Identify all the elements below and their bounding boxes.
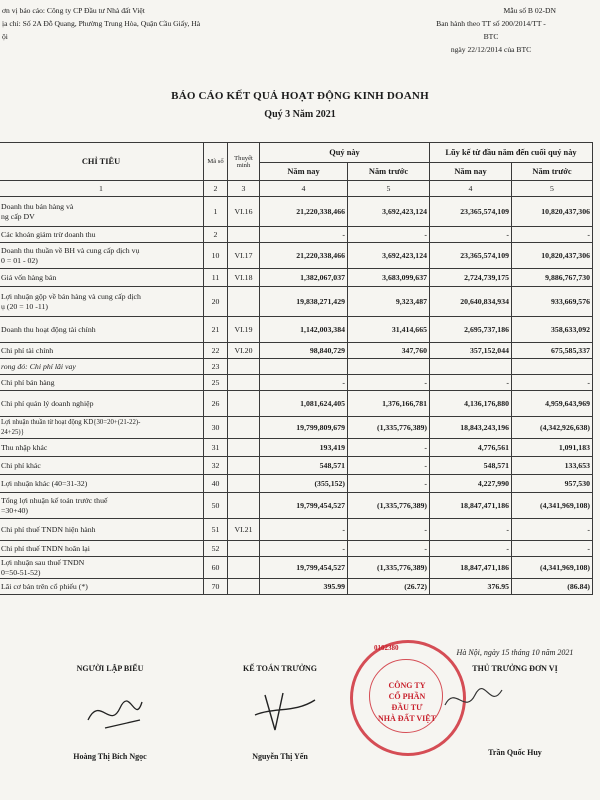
stamp-text: CÔNG TY CỔ PHẦN ĐẦU TƯ NHÀ ĐẤT VIỆT <box>378 681 436 723</box>
accountant-name: Nguyễn Thị Yến <box>252 752 308 761</box>
header-quynay: Quý này <box>260 143 430 163</box>
row-note <box>228 557 260 579</box>
row-note <box>228 457 260 475</box>
row-ytd-current: 4,776,561 <box>430 439 512 457</box>
row-note <box>228 417 260 439</box>
row-quarter-current: 19,799,454,527 <box>260 557 348 579</box>
row-label: Lợi nhuận khác (40=31-32) <box>0 475 204 493</box>
row-ytd-previous: 10,820,437,306 <box>512 197 593 227</box>
form-regulation: Ban hành theo TT số 200/2014/TT - <box>436 19 546 28</box>
preparer-signature <box>80 690 160 740</box>
row-ytd-current: 357,152,044 <box>430 343 512 359</box>
row-quarter-current: 19,799,454,527 <box>260 493 348 519</box>
row-quarter-previous: (1,335,776,389) <box>348 557 430 579</box>
row-label: Chi phí thuế TNDN hiện hành <box>0 519 204 541</box>
company-name: ơn vị báo cáo: Công ty CP Đầu tư Nhà đất Việt <box>2 6 145 15</box>
row-quarter-previous: - <box>348 541 430 557</box>
row-code: 31 <box>204 439 228 457</box>
table-row <box>0 541 593 557</box>
row-code: 70 <box>204 579 228 595</box>
row-note <box>228 493 260 519</box>
row-label: Lợi nhuận gộp về bán hàng và cung cấp dịch ụ (20 = 10 -11) <box>0 287 204 317</box>
row-note <box>228 541 260 557</box>
row-code: 50 <box>204 493 228 519</box>
table-row <box>0 343 593 359</box>
row-quarter-previous: - <box>348 439 430 457</box>
row-quarter-current: 1,142,003,384 <box>260 317 348 343</box>
sign-date: Hà Nội, ngày 15 tháng 10 năm 2021 <box>456 648 574 657</box>
row-quarter-previous: 3,692,423,124 <box>348 197 430 227</box>
header-q-namnay: Năm nay <box>260 163 348 181</box>
row-note: VI.16 <box>228 197 260 227</box>
index-cell: 4 <box>430 181 512 197</box>
row-note <box>228 391 260 417</box>
row-quarter-previous: 347,760 <box>348 343 430 359</box>
row-code: 32 <box>204 457 228 475</box>
table-row <box>0 287 593 317</box>
row-ytd-current: 20,640,834,934 <box>430 287 512 317</box>
director-title: THỦ TRƯỞNG ĐƠN VỊ <box>472 664 558 673</box>
row-quarter-previous: 3,683,099,637 <box>348 269 430 287</box>
header-maso: Mã số <box>204 143 228 181</box>
row-quarter-current: 1,081,624,405 <box>260 391 348 417</box>
row-code: 30 <box>204 417 228 439</box>
row-quarter-previous: - <box>348 227 430 243</box>
row-label: Tổng lợi nhuận kế toán trước thuế =30+40) <box>0 493 204 519</box>
row-ytd-previous: 957,530 <box>512 475 593 493</box>
accountant-title: KẾ TOÁN TRƯỞNG <box>243 664 317 673</box>
row-ytd-previous: 933,669,576 <box>512 287 593 317</box>
index-cell: 5 <box>348 181 430 197</box>
row-ytd-current: 18,847,471,186 <box>430 493 512 519</box>
row-code: 52 <box>204 541 228 557</box>
row-note: VI.19 <box>228 317 260 343</box>
income-statement-table <box>0 142 593 595</box>
row-ytd-previous: 1,091,183 <box>512 439 593 457</box>
header-y-namnay: Năm nay <box>430 163 512 181</box>
row-label: Chi phí bán hàng <box>0 375 204 391</box>
table-row <box>0 197 593 227</box>
row-ytd-current: 18,843,243,196 <box>430 417 512 439</box>
row-note: VI.20 <box>228 343 260 359</box>
row-quarter-previous: 31,414,665 <box>348 317 430 343</box>
row-code: 1 <box>204 197 228 227</box>
row-label: Chi phí tài chính <box>0 343 204 359</box>
row-ytd-previous: 9,886,767,730 <box>512 269 593 287</box>
header-thuyetminh: Thuyết minh <box>228 143 260 181</box>
table-row <box>0 391 593 417</box>
row-note <box>228 439 260 457</box>
row-code: 60 <box>204 557 228 579</box>
form-number: Mẫu số B 02-DN <box>503 6 556 15</box>
company-info <box>2 4 302 43</box>
row-code: 2 <box>204 227 228 243</box>
row-label: Doanh thu thuần về BH và cung cấp dịch vụ 0 = 01 - 02) <box>0 243 204 269</box>
row-code: 40 <box>204 475 228 493</box>
row-quarter-current: - <box>260 519 348 541</box>
table-row <box>0 243 593 269</box>
row-ytd-previous: (4,342,926,638) <box>512 417 593 439</box>
index-cell: 2 <box>204 181 228 197</box>
row-ytd-previous: - <box>512 541 593 557</box>
index-cell: 1 <box>0 181 204 197</box>
row-ytd-current: 23,365,574,109 <box>430 197 512 227</box>
row-ytd-current: - <box>430 519 512 541</box>
row-label: Giá vốn hàng bán <box>0 269 204 287</box>
row-ytd-previous: (4,341,969,108) <box>512 557 593 579</box>
row-code: 23 <box>204 359 228 375</box>
row-label: Doanh thu hoạt động tài chính <box>0 317 204 343</box>
row-ytd-previous: (86.84) <box>512 579 593 595</box>
row-label: Lãi cơ bản trên cổ phiếu (*) <box>0 579 204 595</box>
row-ytd-current: 548,571 <box>430 457 512 475</box>
row-label: Chi phí khác <box>0 457 204 475</box>
row-note <box>228 375 260 391</box>
table-row <box>0 439 593 457</box>
table-row <box>0 317 593 343</box>
row-quarter-current: - <box>260 375 348 391</box>
report-period: Quý 3 Năm 2021 <box>264 109 336 120</box>
row-quarter-current: 548,571 <box>260 457 348 475</box>
row-ytd-previous <box>512 359 593 375</box>
form-info <box>396 4 586 56</box>
row-ytd-previous: - <box>512 519 593 541</box>
row-quarter-current: 21,220,338,466 <box>260 197 348 227</box>
row-quarter-previous: (1,335,776,389) <box>348 417 430 439</box>
table-row <box>0 557 593 579</box>
table-row <box>0 375 593 391</box>
table-row <box>0 493 593 519</box>
table-row <box>0 359 593 375</box>
row-label: Lợi nhuận sau thuế TNDN 0=50-51-52) <box>0 557 204 579</box>
form-regulation-cont: BTC <box>483 32 499 41</box>
row-ytd-previous: (4,341,969,108) <box>512 493 593 519</box>
row-quarter-current: 19,799,809,679 <box>260 417 348 439</box>
row-quarter-current: 395.99 <box>260 579 348 595</box>
table-row <box>0 417 593 439</box>
row-label: Lợi nhuận thuần từ hoạt động KD{30=20+(21-22)- 24+25)} <box>0 417 204 439</box>
preparer-title: NGƯỜI LẬP BIỂU <box>76 664 144 673</box>
row-quarter-current: - <box>260 227 348 243</box>
row-quarter-previous: - <box>348 375 430 391</box>
row-note: VI.18 <box>228 269 260 287</box>
row-quarter-current: - <box>260 541 348 557</box>
row-label: Thu nhập khác <box>0 439 204 457</box>
row-note <box>228 579 260 595</box>
row-note <box>228 287 260 317</box>
row-ytd-current: 4,227,990 <box>430 475 512 493</box>
row-note: VI.17 <box>228 243 260 269</box>
row-label: Chi phí thuế TNDN hoãn lại <box>0 541 204 557</box>
row-ytd-current: - <box>430 375 512 391</box>
row-quarter-previous: (26.72) <box>348 579 430 595</box>
row-ytd-current: - <box>430 541 512 557</box>
row-quarter-current <box>260 359 348 375</box>
report-title: BÁO CÁO KẾT QUẢ HOẠT ĐỘNG KINH DOANH <box>171 90 429 102</box>
row-ytd-previous: 4,959,643,969 <box>512 391 593 417</box>
row-label: Chi phí quản lý doanh nghiệp <box>0 391 204 417</box>
table-row <box>0 269 593 287</box>
row-ytd-previous: 10,820,437,306 <box>512 243 593 269</box>
row-code: 21 <box>204 317 228 343</box>
table-row <box>0 519 593 541</box>
row-code: 51 <box>204 519 228 541</box>
preparer-name: Hoàng Thị Bích Ngọc <box>73 752 147 761</box>
row-note <box>228 475 260 493</box>
director-name: Trần Quốc Huy <box>488 748 542 757</box>
index-cell: 4 <box>260 181 348 197</box>
header-luyke: Lũy kế từ đầu năm đến cuối quý này <box>430 143 593 163</box>
row-ytd-current: 2,695,737,186 <box>430 317 512 343</box>
row-ytd-current: 18,847,471,186 <box>430 557 512 579</box>
index-cell: 3 <box>228 181 260 197</box>
row-quarter-previous: 9,323,487 <box>348 287 430 317</box>
form-date: ngày 22/12/2014 của BTC <box>450 45 532 54</box>
row-code: 26 <box>204 391 228 417</box>
header-y-namtruoc: Năm trước <box>512 163 593 181</box>
row-quarter-current: 21,220,338,466 <box>260 243 348 269</box>
row-code: 20 <box>204 287 228 317</box>
table-row <box>0 227 593 243</box>
row-code: 10 <box>204 243 228 269</box>
row-quarter-current: (355,152) <box>260 475 348 493</box>
row-note <box>228 227 260 243</box>
row-ytd-previous: 133,653 <box>512 457 593 475</box>
director-signature <box>440 680 510 720</box>
accountant-signature <box>245 685 325 740</box>
row-ytd-current <box>430 359 512 375</box>
row-ytd-previous: - <box>512 227 593 243</box>
row-ytd-previous: 358,633,092 <box>512 317 593 343</box>
row-quarter-current: 19,838,271,429 <box>260 287 348 317</box>
row-code: 11 <box>204 269 228 287</box>
row-ytd-previous: - <box>512 375 593 391</box>
row-quarter-current: 193,419 <box>260 439 348 457</box>
row-quarter-previous: - <box>348 457 430 475</box>
row-ytd-previous: 675,585,337 <box>512 343 593 359</box>
stamp-code: 0102380 <box>374 644 399 652</box>
row-code: 25 <box>204 375 228 391</box>
company-address-cont: ội <box>2 32 8 41</box>
row-quarter-previous: 3,692,423,124 <box>348 243 430 269</box>
row-note <box>228 359 260 375</box>
table-row <box>0 457 593 475</box>
row-quarter-current: 1,382,067,037 <box>260 269 348 287</box>
row-quarter-previous: - <box>348 475 430 493</box>
row-quarter-previous: - <box>348 519 430 541</box>
row-ytd-current: 2,724,739,175 <box>430 269 512 287</box>
row-quarter-current: 98,840,729 <box>260 343 348 359</box>
row-label: rong đó: Chi phí lãi vay <box>0 359 204 375</box>
company-address: ịa chỉ: Số 2A Đỗ Quang, Phường Trung Hòa, Quận Cầu Giấy, Hà <box>2 19 201 28</box>
row-note: VI.21 <box>228 519 260 541</box>
row-label: Doanh thu bán hàng và ng cấp DV <box>0 197 204 227</box>
header-chitieu: CHỈ TIÊU <box>0 143 204 181</box>
row-ytd-current: 376.95 <box>430 579 512 595</box>
row-ytd-current: 23,365,574,109 <box>430 243 512 269</box>
header-q-namtruoc: Năm trước <box>348 163 430 181</box>
table-row <box>0 475 593 493</box>
column-index-row <box>0 181 593 197</box>
row-label: Các khoản giảm trừ doanh thu <box>0 227 204 243</box>
table-row <box>0 579 593 595</box>
index-cell: 5 <box>512 181 593 197</box>
row-quarter-previous: 1,376,166,781 <box>348 391 430 417</box>
row-code: 22 <box>204 343 228 359</box>
row-ytd-current: - <box>430 227 512 243</box>
row-quarter-previous <box>348 359 430 375</box>
row-ytd-current: 4,136,176,880 <box>430 391 512 417</box>
row-quarter-previous: (1,335,776,389) <box>348 493 430 519</box>
